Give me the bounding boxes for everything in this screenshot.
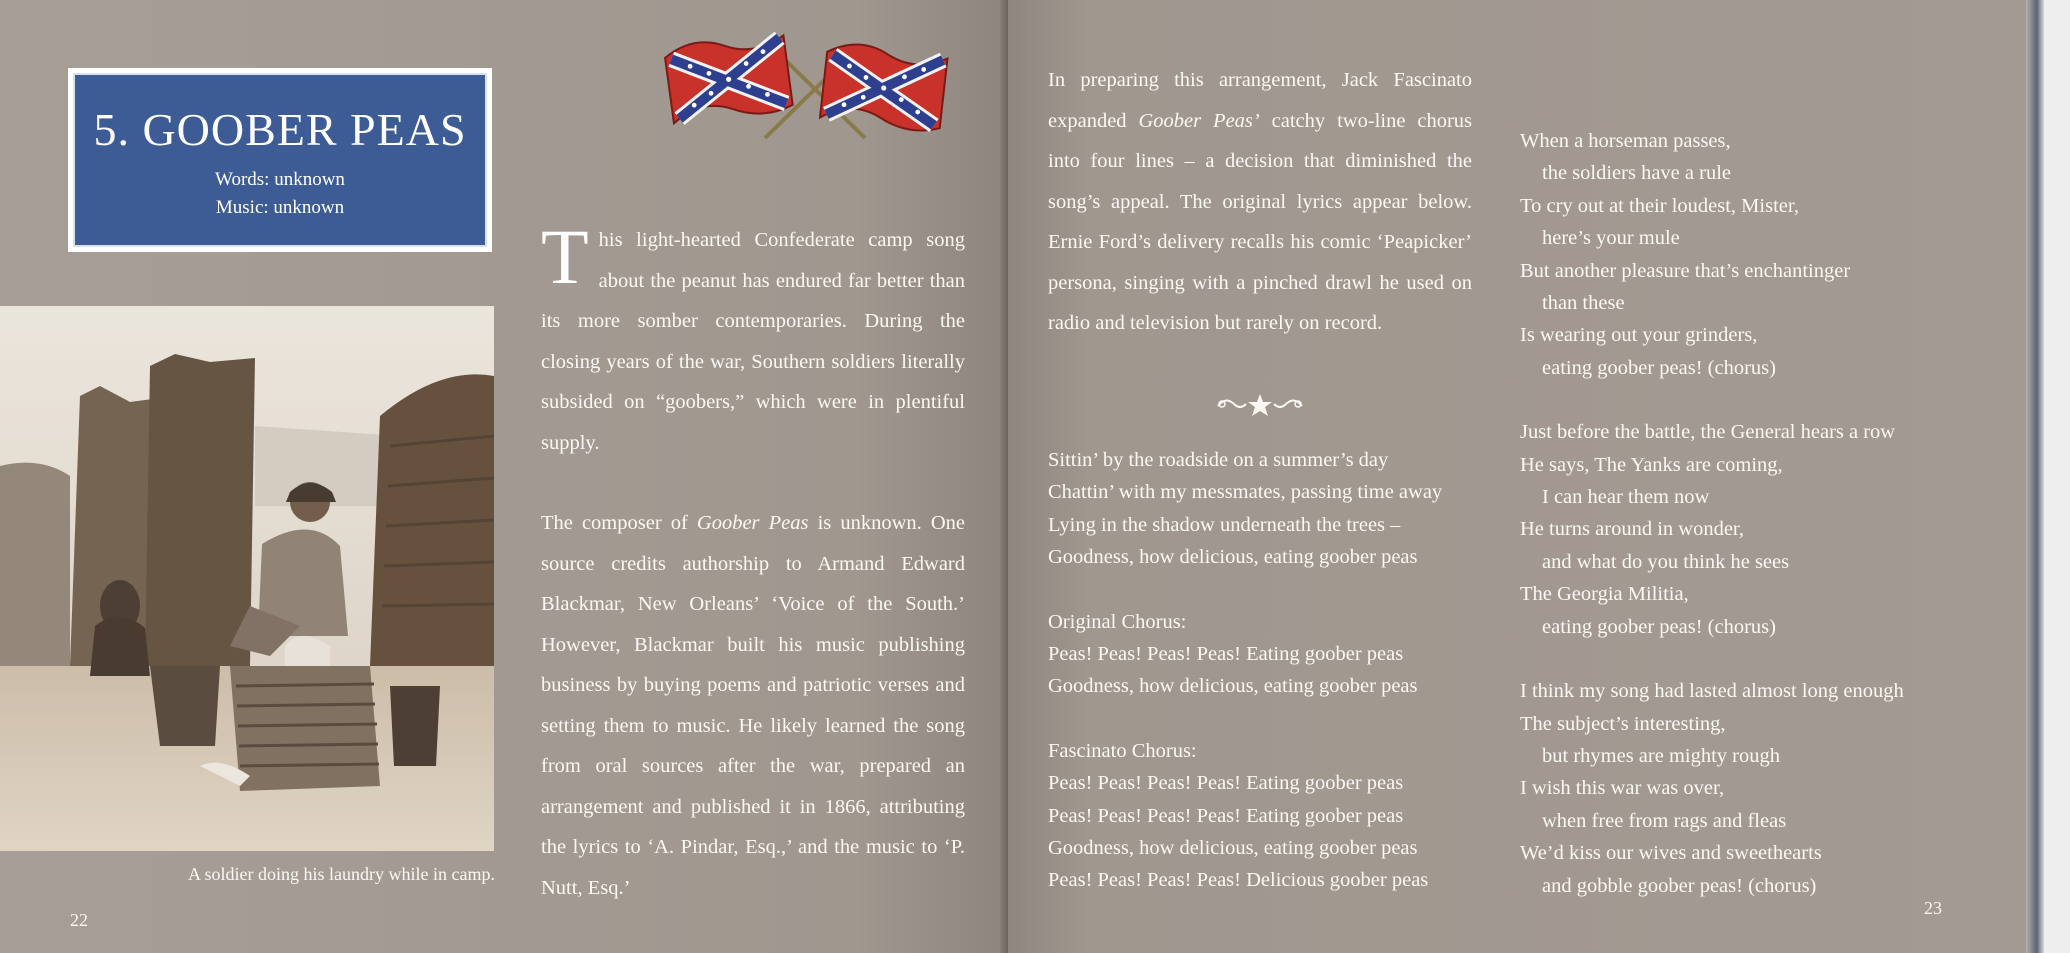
lyric-line: Sittin’ by the roadside on a summer’s day: [1048, 449, 1389, 471]
title-panel: [73, 73, 487, 247]
page-number-left: 22: [70, 910, 88, 930]
booklet-edge: [2026, 0, 2044, 953]
photo-caption: A soldier doing his laundry while in camp.: [188, 864, 495, 884]
song-title: 5. GOOBER PEAS: [93, 104, 467, 155]
confederate-flags-icon: [655, 20, 975, 150]
intro-paragraph-text: his light-hearted Confederate camp song about the peanut has endured far better than its more somber contemporaries. During the closing years of the war, Southern soldiers literally subsided on “goobers,” which were in plentiful supply.: [541, 229, 965, 454]
original-chorus-label: Original Chorus:: [1048, 610, 1187, 633]
verse-2: [1520, 125, 1904, 384]
composer-text-b: is unknown. One source credits authorship to Armand Edward Blackmar, New Orleans’ ‘Voice of the South.’ However, Blackmar built his music publishing business by buying poems and patriotic verses and setting them to music. He likely learned the song from oral sources after the war, prepared an arrangement and published it in 1866, attributing the lyrics to ‘A. Pindar, Esq.,’ and the music to ‘P. Nutt, Esq.’: [541, 512, 965, 899]
composer-text-a: The composer of: [541, 512, 697, 534]
right-intro-paragraph: [1048, 60, 1472, 344]
lyric-line: But another pleasure that’s enchantinger: [1520, 259, 1851, 282]
page-number-right: 23: [1924, 898, 1942, 918]
lyric-line: Peas! Peas! Peas! Peas! Eating goober peas: [1048, 643, 1404, 666]
lyric-line: I think my song had lasted almost long enough: [1520, 680, 1904, 703]
lyric-line: here’s your mule: [1542, 227, 1680, 250]
lyric-line: but rhymes are mighty rough: [1542, 744, 1780, 767]
lyric-line: Chattin’ with my messmates, passing time away: [1048, 481, 1443, 504]
credits: [75, 166, 485, 222]
lyric-line: He turns around in wonder,: [1520, 518, 1745, 541]
fascinato-chorus-label: Fascinato Chorus:: [1048, 739, 1197, 762]
lyric-line: eating goober peas! (chorus): [1542, 615, 1776, 638]
left-page: [0, 0, 1008, 953]
lyric-line: We’d kiss our wives and sweethearts: [1520, 842, 1822, 865]
drop-cap: T: [541, 213, 589, 300]
lyric-line: I wish this war was over,: [1520, 777, 1725, 800]
lyric-line: Goodness, how delicious, eating goober peas: [1048, 546, 1418, 569]
lyric-line: Lying in the shadow underneath the trees –: [1048, 513, 1401, 536]
soldier-laundry-photo: [0, 306, 494, 851]
intro-text-b: catchy two-line chorus into four lines – a decision that diminished the song’s appeal. The original lyrics appear below. Ernie Ford’s delivery recalls his comic ‘Peapicker’ persona, singing with a pinched drawl he used on radio and television but rarely on record.: [1048, 109, 1472, 334]
lyric-line: Peas! Peas! Peas! Peas! Eating goober peas: [1048, 804, 1404, 827]
composer-paragraph: [541, 503, 965, 908]
left-body-text: [541, 213, 965, 908]
lyric-line: When a horseman passes,: [1520, 130, 1731, 152]
lyric-line: Peas! Peas! Peas! Peas! Eating goober peas: [1048, 772, 1404, 795]
music-credit: Music: unknown: [215, 197, 345, 218]
lyric-line: The subject’s interesting,: [1520, 712, 1726, 735]
lyric-line: than these: [1542, 292, 1625, 315]
lyric-line: the soldiers have a rule: [1542, 162, 1731, 185]
intro-text-a: In preparing this arrangement, Jack Fascinato expanded: [1048, 69, 1472, 132]
lyric-line: The Georgia Militia,: [1520, 583, 1689, 606]
words-credit: Words: unknown: [215, 169, 345, 190]
intro-paragraph: [541, 213, 965, 463]
lyric-line: and what do you think he sees: [1542, 550, 1790, 573]
composer-song-title: Goober Peas: [696, 512, 809, 534]
lyric-line: Goodness, how delicious, eating goober peas: [1048, 837, 1418, 860]
star-flourish-icon: [1210, 390, 1310, 420]
lyric-line: I can hear them now: [1542, 486, 1710, 509]
verse-3: [1520, 416, 1904, 643]
lyric-line: and gobble goober peas! (chorus): [1542, 874, 1817, 897]
lyrics-column-2: [1520, 125, 1904, 902]
verse-4: [1520, 675, 1904, 902]
lyric-line: To cry out at their loudest, Mister,: [1520, 194, 1799, 217]
title-box: [68, 68, 492, 252]
lyric-line: Goodness, how delicious, eating goober peas: [1048, 675, 1418, 698]
lyric-line: Just before the battle, the General hears a row: [1520, 421, 1896, 444]
lyrics-column-1: [1048, 444, 1442, 897]
lyric-line: Is wearing out your grinders,: [1520, 324, 1758, 347]
lyric-line: Peas! Peas! Peas! Peas! Delicious goober peas: [1048, 869, 1429, 892]
lyric-line: eating goober peas! (chorus): [1542, 356, 1776, 379]
lyric-line: when free from rags and fleas: [1542, 809, 1787, 832]
intro-song-title: Goober Peas’: [1138, 109, 1260, 132]
lyric-line: He says, The Yanks are coming,: [1520, 453, 1783, 476]
